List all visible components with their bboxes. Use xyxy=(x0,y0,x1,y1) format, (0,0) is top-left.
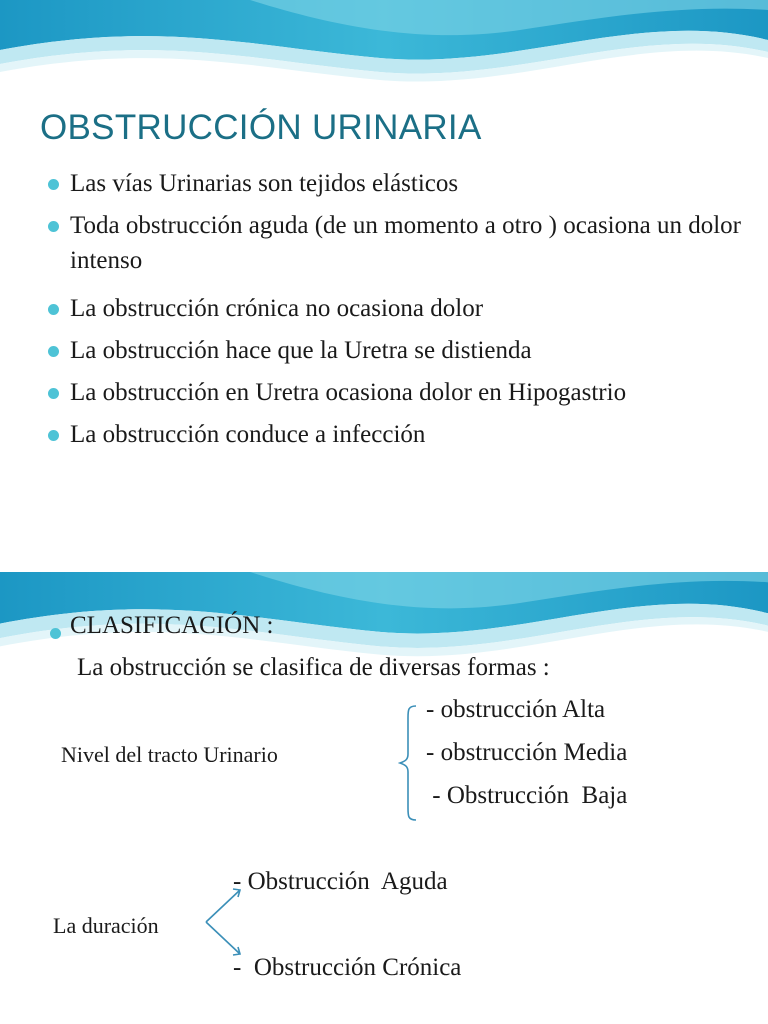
option-obstruccion-cronica: - Obstrucción Crónica xyxy=(233,954,462,981)
list-item: Toda obstrucción aguda (de un momento a otro ) ocasiona un dolor intenso xyxy=(44,208,744,278)
slide-2 xyxy=(0,512,768,1024)
bullet-dot-icon xyxy=(48,430,59,441)
option-obstruccion-aguda: - Obstrucción Aguda xyxy=(233,868,448,895)
bullet-dot-icon xyxy=(50,628,61,639)
list-item: La obstrucción en Uretra ocasiona dolor en Hipogastrio xyxy=(44,375,650,410)
list-item: La obstrucción conduce a infección xyxy=(44,417,744,452)
option-obstruccion-alta: - obstrucción Alta xyxy=(426,696,606,723)
slide-title: OBSTRUCCIÓN URINARIA xyxy=(40,108,482,147)
bullet-dot-icon xyxy=(48,346,59,357)
classification-heading: CLASIFICACIÓN : xyxy=(50,612,274,640)
curly-brace-icon xyxy=(398,704,420,822)
bullet-dot-icon xyxy=(48,221,59,232)
option-obstruccion-media: - obstrucción Media xyxy=(426,739,628,766)
header-wave-decoration xyxy=(0,0,768,92)
bullet-dot-icon xyxy=(48,179,59,190)
list-item: La obstrucción hace que la Uretra se distienda xyxy=(44,333,744,368)
nivel-label: Nivel del tracto Urinario xyxy=(61,742,278,767)
list-item: Las vías Urinarias son tejidos elásticos xyxy=(44,166,744,201)
bullet-list xyxy=(44,166,744,459)
bullet-dot-icon xyxy=(48,304,59,315)
duracion-label: La duración xyxy=(53,913,159,938)
option-obstruccion-baja: - Obstrucción Baja xyxy=(426,782,628,809)
bullet-dot-icon xyxy=(48,388,59,399)
branch-arrows-icon xyxy=(200,882,250,962)
list-item: La obstrucción crónica no ocasiona dolor xyxy=(44,291,744,326)
classification-intro: La obstrucción se clasifica de diversas formas : xyxy=(77,654,550,681)
